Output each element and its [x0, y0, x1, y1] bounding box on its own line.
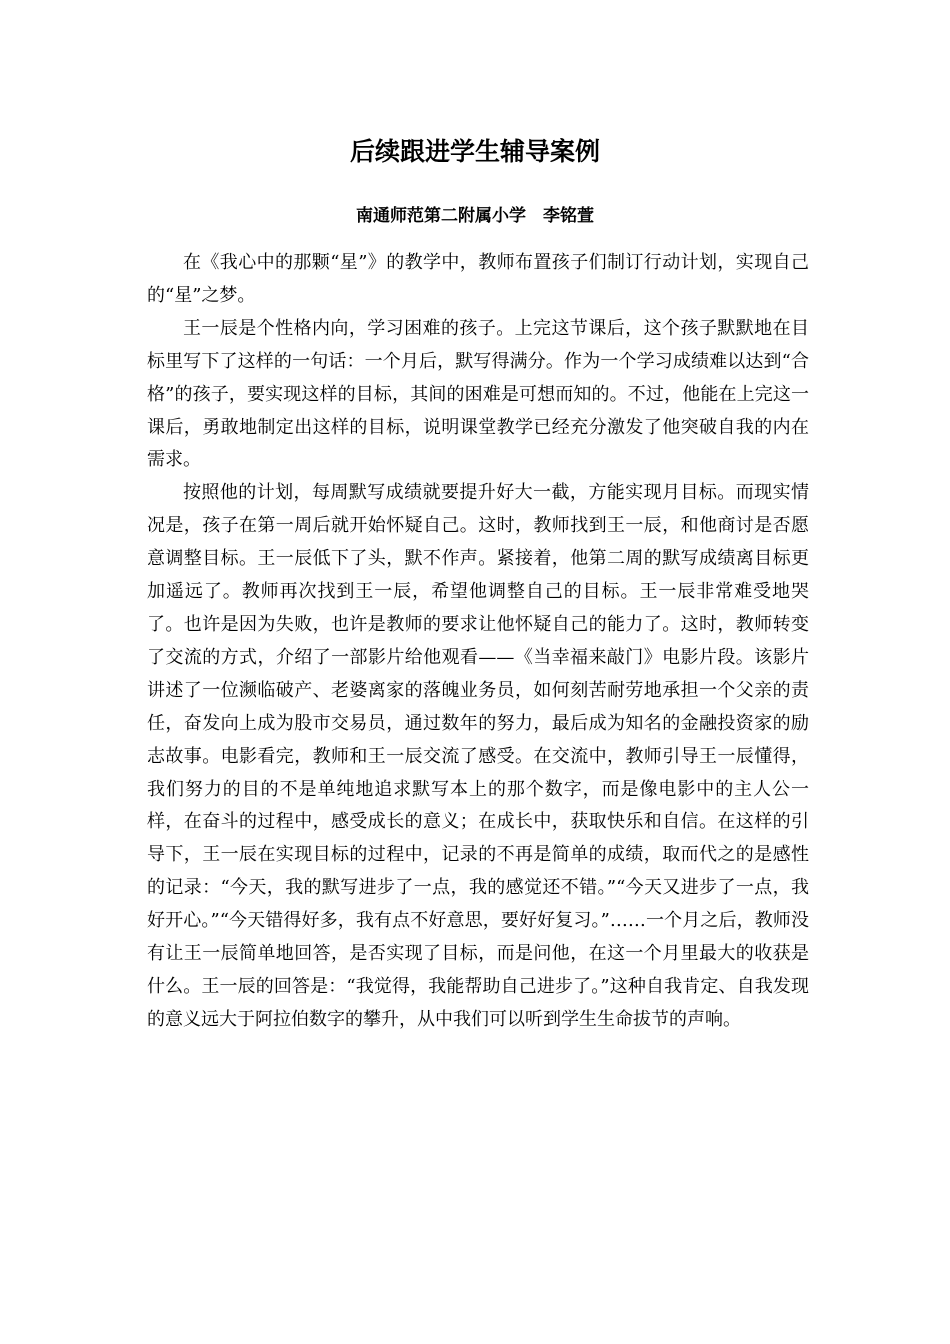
author-line: 南通师范第二附属小学 李铭萱	[356, 206, 594, 226]
paragraph: 按照他的计划，每周默写成绩就要提升好大一截，方能实现月目标。而现实情况是，孩子在第一周后就开始怀疑自己。这时，教师找到王一辰，和他商讨是否愿意调整目标。王一辰低下了头，默不作声。紧接着，他第二周的默写成绩离目标更加遥远了。教师再次找到王一辰，希望他调整自己的目标。王一辰非常难受地哭了。也许是因为失败，也许是教师的要求让他怀疑自己的能力了。这时，教师转变了交流的方式，介绍了一部影片给他观看——《当幸福来敲门》电影片段。该影片讲述了一位濒临破产、老婆离家的落魄业务员，如何刻苦耐劳地承担一个父亲的责任，奋发向上成为股市交易员，通过数年的努力，最后成为知名的金融投资家的励志故事。电影看完，教师和王一辰交流了感受。在交流中，教师引导王一辰懂得，我们努力的目的不是单纯地追求默写本上的那个数字，而是像电影中的主人公一样，在奋斗的过程中，感受成长的意义；在成长中，获取快乐和自信。在这样的引导下，王一辰在实现目标的过程中，记录的不再是简单的成绩，取而代之的是感性的记录：“今天，我的默写进步了一点，我的感觉还不错。”“今天又进步了一点，我好开心。”“今天错得好多，我有点不好意思，要好好复习。”……一个月之后，教师没有让王一辰简单地回答，是否实现了目标，而是问他，在这一个月里最大的收获是什么。王一辰的回答是：“我觉得，我能帮助自己进步了。”这种自我肯定、自我发现的意义远大于阿拉伯数字的攀升，从中我们可以听到学生生命拔节的声响。	[147, 482, 809, 1030]
paragraph: 王一辰是个性格内向，学习困难的孩子。上完这节课后，这个孩子默默地在目标里写下了这样的一句话：一个月后，默写得满分。作为一个学习成绩难以达到“合格”的孩子，要实现这样的目标，其间的困难是可想而知的。不过，他能在上完这一课后，勇敢地制定出这样的目标，说明课堂教学已经充分激发了他突破自我的内在需求。	[147, 317, 809, 471]
document-body	[147, 247, 809, 1037]
paragraph: 在《我心中的那颗“星”》的教学中，教师布置孩子们制订行动计划，实现自己的“星”之梦。	[147, 252, 809, 306]
document-title: 后续跟进学生辅导案例	[349, 137, 600, 166]
